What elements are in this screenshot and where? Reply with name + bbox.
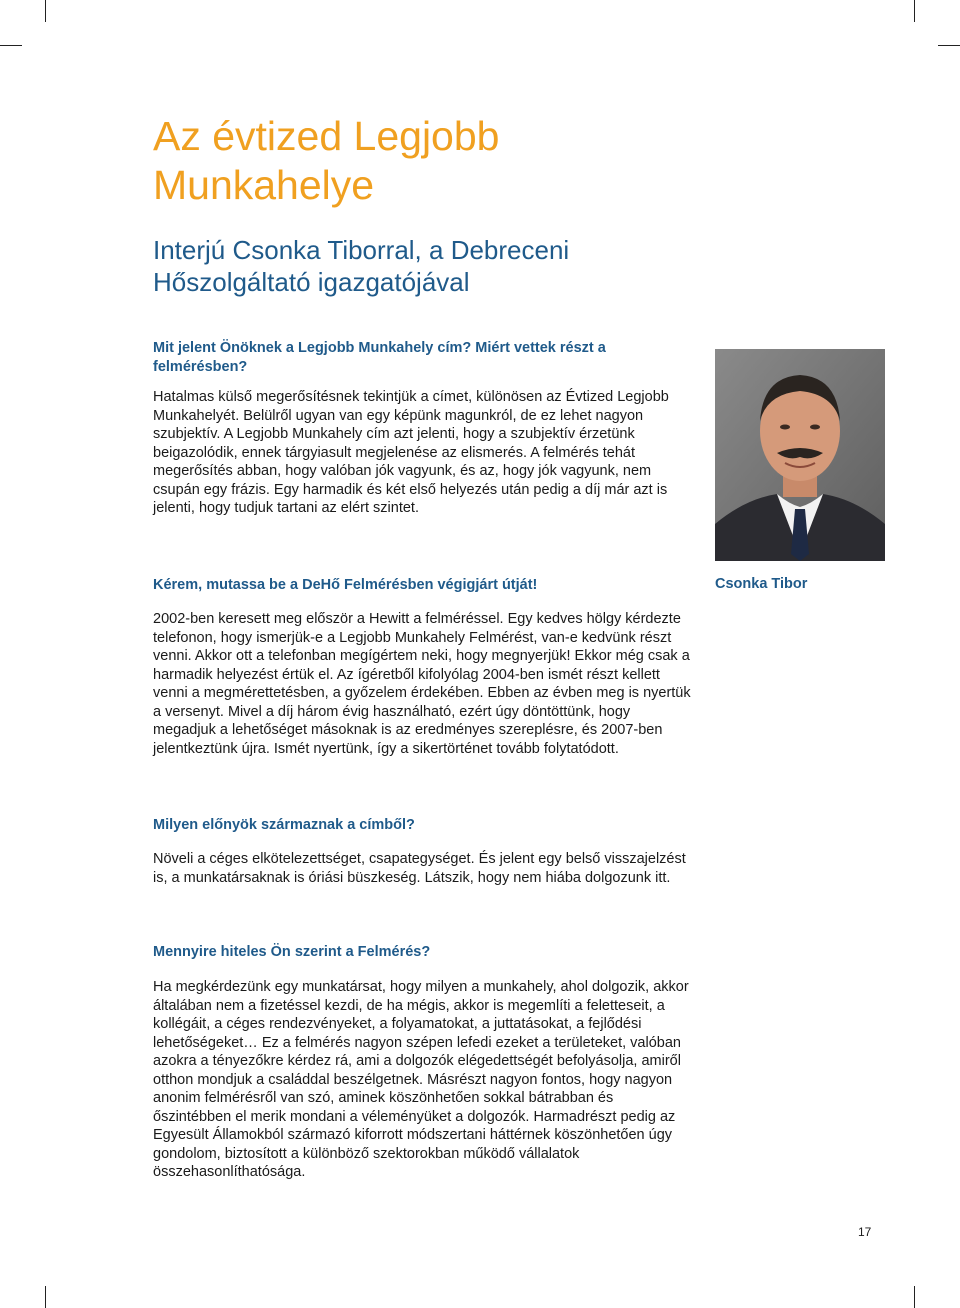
question-heading: Milyen előnyök származnak a címből? [153,817,415,833]
crop-mark-bottom-right [914,1286,915,1308]
interview-section-3 [153,816,693,887]
answer-text: Hatalmas külső megerősítésnek tekintjük a címet, különösen az Évtized Legjobb Munkahelyét. Belülről ugyan van egy képünk magunkról, de ez lehet nagyon szubjektív. A Legjobb Munkahely cím azt jelenti, hogy a szubjektív érzetünk beigazolódik, ennek tárgyiasult megjelenése az elismerés. A felmérés tehát megerősítés abban, hogy valóban jók vagyunk, és az, hogy jók vagyunk, nem csupán egy frázis. Egy harmadik és két első helyezés után pedig a díj már azt is jelenti, hogy tudjuk tartani az elért szintet. [153,389,669,516]
portrait-illustration [715,349,885,561]
crop-mark-top-left [45,0,46,22]
answer-text: Ha megkérdezünk egy munkatársat, hogy milyen a munkahely, ahol dolgozik, akkor általában nem a fizetéssel kezdi, de ha mégis, akkor is megemlíti a feletteseit, a kollégáit, a céges rendezvényeket, a folyamatokat, a juttatásokat, a fejlődési lehetőségeket… Ez a felmérés nagyon szépen lefedi ezeket a területeket, valóban azokra a tényezőkre kérdez rá, ami a dolgozók elégedettségét befolyásolja, amiről otthon mondjuk a családdal beszélgetnek. Másrészt nagyon fontos, hogy nagyon anonim felmérésről van szó, aminek köszönhetően sokkal bátrabban és őszintébben el merik mondani a véleményüket a dolgozók. Harmadrészt pedig az Egyesült Államokból származó kiforrott módszertani háttérnek köszönhetően úgy gondolom, biztosított a különböző szektorokban működő vállalatok összehasonlíthatósága. [153,979,689,1180]
crop-mark-bottom-left [45,1286,46,1308]
crop-mark-top-right-h [938,45,960,46]
question-heading: Mennyire hiteles Ön szerint a Felmérés? [153,944,431,960]
page-number: 17 [858,1225,872,1239]
answer-text: 2002-ben keresett meg először a Hewitt a felméréssel. Egy kedves hölgy kérdezte telefonon, hogy ismerjük-e a Legjobb Munkahely Felmérést, van-e kedvünk részt venni. Akkor ott a telefonban megígértem neki, hogy megnyerjük! Ekkor még csak a harmadik helyezést értük el. Az ígéretből kifolyólag 2004-ben ismét részt kellett venni a megmérettetésben, a győzelem érdekében. Ebben az évben meg is nyertük a versenyt. Mivel a díj három évig használható, ezért úgy döntöttünk, hogy megadjuk a lehetőséget másoknak is az eredményes szereplésre, és 2007-ben jelentkeztünk újra. Ismét nyertünk, így a sikertörténet tovább folytatódott. [153,611,691,757]
question-heading: Kérem, mutassa be a DeHő Felmérésben végigjárt útját! [153,577,538,593]
crop-mark-top-left-h [0,45,22,46]
answer-text: Növeli a céges elkötelezettséget, csapategységet. És jelent egy belső visszajelzést is, a munkatársaknak is óriási büszkeség. Látszik, hogy nem hiába dolgozunk itt. [153,851,686,886]
page-title: Az évtized Legjobb Munkahelye [153,113,500,208]
question-heading: Mit jelent Önöknek a Legjobb Munkahely cím? Miért vettek részt a felmérésben? [153,340,606,375]
portrait-photo [715,349,885,561]
crop-mark-top-right [914,0,915,22]
page-subtitle: Interjú Csonka Tiborral, a Debreceni Hőszolgáltató igazgatójával [153,235,570,297]
interview-section-4 [153,943,693,1182]
interview-section-2 [153,576,693,758]
photo-caption: Csonka Tibor [715,576,808,592]
interview-section-1 [153,339,693,518]
